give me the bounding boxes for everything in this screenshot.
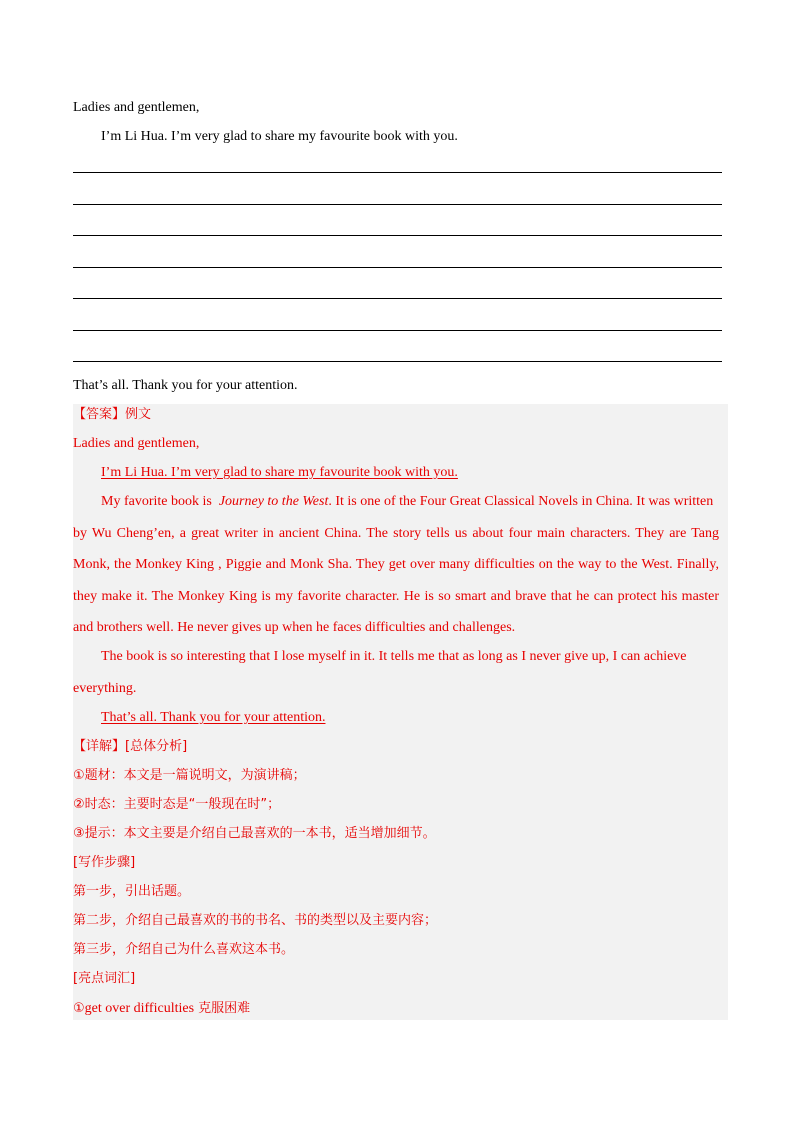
answer-closing: That’s all. Thank you for your attention. <box>101 710 326 725</box>
explanation-heading <box>73 738 187 756</box>
writing-line <box>73 235 722 236</box>
writing-line <box>73 330 722 331</box>
answer-label: 【答案】 <box>73 407 126 422</box>
prompt-closing: That’s all. Thank you for your attention. <box>73 378 298 393</box>
answer-p1-line-3: Monk, the Monkey King , Piggie and Monk Sha. They get over many difficulties on the way to the West. Finally, <box>73 557 719 572</box>
answer-p1-line-2: by Wu Cheng’en, a great writer in ancient China. The story tells us about four main characters. They are Tang <box>73 526 719 541</box>
prompt-salutation: Ladies and gentlemen, <box>73 100 200 115</box>
answer-p1-line-1 <box>101 493 713 511</box>
step-1: 第一步，引出话题。 <box>73 884 191 899</box>
vocab-item-number: ① <box>73 1001 85 1016</box>
writing-line <box>73 172 722 173</box>
answer-heading <box>73 406 151 424</box>
steps-heading: [写作步骤] <box>73 855 136 870</box>
prompt-opening: I’m Li Hua. I’m very glad to share my favourite book with you. <box>101 129 458 144</box>
step-3: 第三步，介绍自己为什么喜欢这本书。 <box>73 942 295 957</box>
writing-line <box>73 204 722 205</box>
answer-opening: I’m Li Hua. I’m very glad to share my favourite book with you. <box>101 465 458 480</box>
analysis-item-2: ②时态：主要时态是“一般现在时”； <box>73 797 281 812</box>
analysis-item-1: ①题材：本文是一篇说明文，为演讲稿； <box>73 768 306 783</box>
answer-p1-text: My favorite book is <box>101 494 212 509</box>
vocab-item-zh: 克服困难 <box>194 1001 251 1016</box>
answer-p1-line-5: and brothers well. He never gives up when he faces difficulties and challenges. <box>73 620 516 635</box>
analysis-item-3: ③提示：本文主要是介绍自己最喜欢的一本书，适当增加细节。 <box>73 826 436 841</box>
writing-line <box>73 361 722 362</box>
answer-salutation: Ladies and gentlemen, <box>73 436 200 451</box>
answer-p1-line-4: they make it. The Monkey King is my favorite character. He is so smart and brave that he can protect his master <box>73 589 719 604</box>
analysis-heading: [总体分析] <box>125 739 188 754</box>
answer-p1-text: . It is one of the Four Great Classical Novels in China. It was written <box>328 494 714 509</box>
writing-line <box>73 267 722 268</box>
step-2: 第二步，介绍自己最喜欢的书的书名、书的类型以及主要内容； <box>73 913 438 928</box>
vocab-heading: [亮点词汇] <box>73 971 136 986</box>
explanation-label: 【详解】 <box>73 739 126 754</box>
answer-p2-line-1: The book is so interesting that I lose myself in it. It tells me that as long as I never give up, I can achieve <box>101 649 687 664</box>
book-title: Journey to the West <box>218 494 329 509</box>
answer-label-suffix: 例文 <box>125 407 152 422</box>
vocab-item-en: get over difficulties <box>84 1001 195 1016</box>
answer-p2-line-2: everything. <box>73 681 137 696</box>
vocab-item-1 <box>73 1000 250 1018</box>
writing-line <box>73 298 722 299</box>
